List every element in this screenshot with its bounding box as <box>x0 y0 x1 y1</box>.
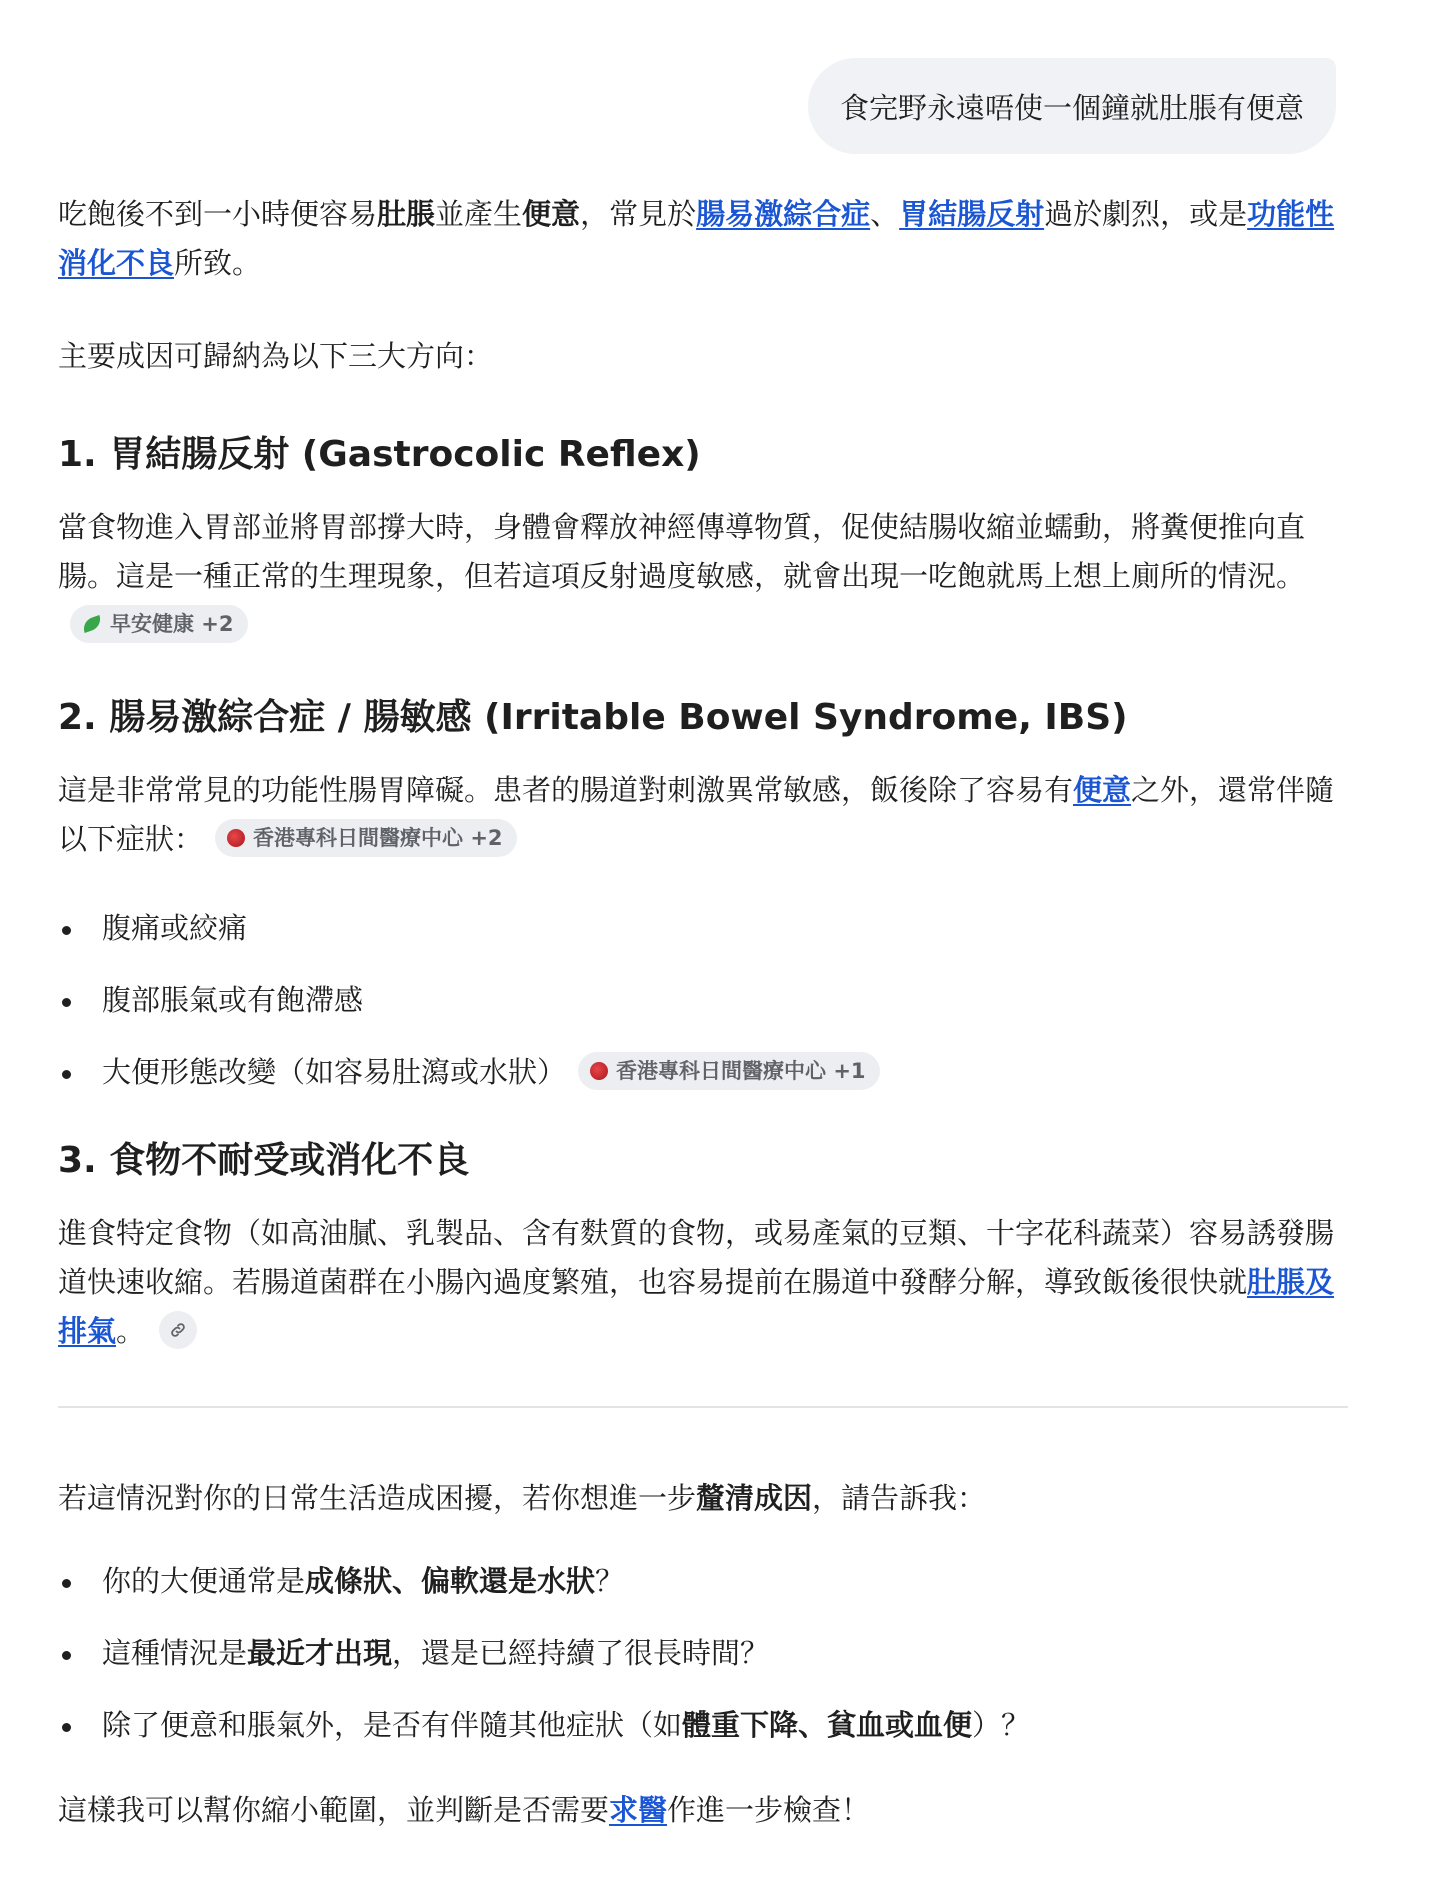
list-item: 腹痛或絞痛 <box>58 904 1348 953</box>
link-ibs[interactable]: 腸易激綜合症 <box>696 197 871 231</box>
divider <box>58 1406 1348 1408</box>
section1-body: 當食物進入胃部並將胃部撐大時，身體會釋放神經傳導物質，促使結腸收縮並蠕動，將糞便推向直腸。這是一種正常的生理現象，但若這項反射過度敏感，就會出現一吃飽就馬上想上廁所的情況。 早安健康 +2 <box>58 503 1348 650</box>
section2-heading: 2. 腸易激綜合症 / 腸敏感 (Irritable Bowel Syndrome, IBS) <box>58 697 1128 738</box>
link-gastrocolic-reflex[interactable]: 胃結腸反射 <box>899 197 1045 231</box>
section3-body: 進食特定食物（如高油膩、乳製品、含有麩質的食物，或易產氣的豆類、十字花科蔬菜）容易誘發腸道快速收縮。若腸道菌群在小腸內過度繁殖，也容易提前在腸道中發酵分解，導致飯後很快就肚脹及排氣。 <box>58 1216 1335 1348</box>
user-message-bubble <box>808 58 1336 154</box>
list-item: 這種情況是最近才出現，還是已經持續了很長時間？ <box>58 1629 1348 1678</box>
list-item: 腹部脹氣或有飽滯感 <box>58 976 1348 1025</box>
link-icon <box>169 1321 187 1339</box>
followup-intro: 若這情況對你的日常生活造成困擾，若你想進一步釐清成因，請告訴我： <box>58 1481 987 1515</box>
section2-body: 這是非常常見的功能性腸胃障礙。患者的腸道對刺激異常敏感，飯後除了容易有便意之外，還常伴隨以下症狀： 香港專科日間醫療中心 +2 <box>58 773 1335 856</box>
source-chip-hk-day-center-2[interactable]: 香港專科日間醫療中心 +1 <box>578 1052 880 1090</box>
source-link-chip[interactable] <box>159 1311 197 1349</box>
section1-heading: 1. 胃結腸反射 (Gastrocolic Reflex) <box>58 434 701 475</box>
source-chip-hk-day-center[interactable]: 香港專科日間醫療中心 +2 <box>215 819 517 857</box>
list-item: 你的大便通常是成條狀、偏軟還是水狀？ <box>58 1557 1348 1606</box>
list-item: 除了便意和脹氣外，是否有伴隨其他症狀（如體重下降、貧血或血便）？ <box>58 1701 1348 1750</box>
list-item: 大便形態改變（如容易肚瀉或水狀） 香港專科日間醫療中心 +1 <box>58 1048 1348 1097</box>
closing-text: 這樣我可以幫你縮小範圍，並判斷是否需要求醫作進一步檢查！ <box>58 1793 871 1827</box>
summary-text: 主要成因可歸納為以下三大方向： <box>58 339 494 373</box>
leaf-icon <box>81 615 104 633</box>
symptom-list <box>58 904 1348 1097</box>
link-functional-dyspepsia[interactable]: 功能性消化不良 <box>58 197 1335 280</box>
rose-icon <box>227 829 245 847</box>
source-chip-zaoan[interactable]: 早安健康 +2 <box>70 605 248 643</box>
user-message-text: 食完野永遠唔使一個鐘就肚脹有便意 <box>839 90 1304 125</box>
link-seek-medical[interactable]: 求醫 <box>609 1793 668 1827</box>
assistant-response <box>58 190 1348 1873</box>
link-bloating[interactable]: 肚脹及排氣 <box>58 1265 1335 1348</box>
rose-icon <box>590 1062 608 1080</box>
question-list <box>58 1557 1348 1750</box>
link-bowel-urge[interactable]: 便意 <box>1073 773 1132 807</box>
section3-heading: 3. 食物不耐受或消化不良 <box>58 1140 470 1181</box>
intro-paragraph: 吃飽後不到一小時便容易肚脹並產生便意，常見於腸易激綜合症、胃結腸反射過於劇烈，或是功能性消化不良所致。 <box>58 197 1335 280</box>
